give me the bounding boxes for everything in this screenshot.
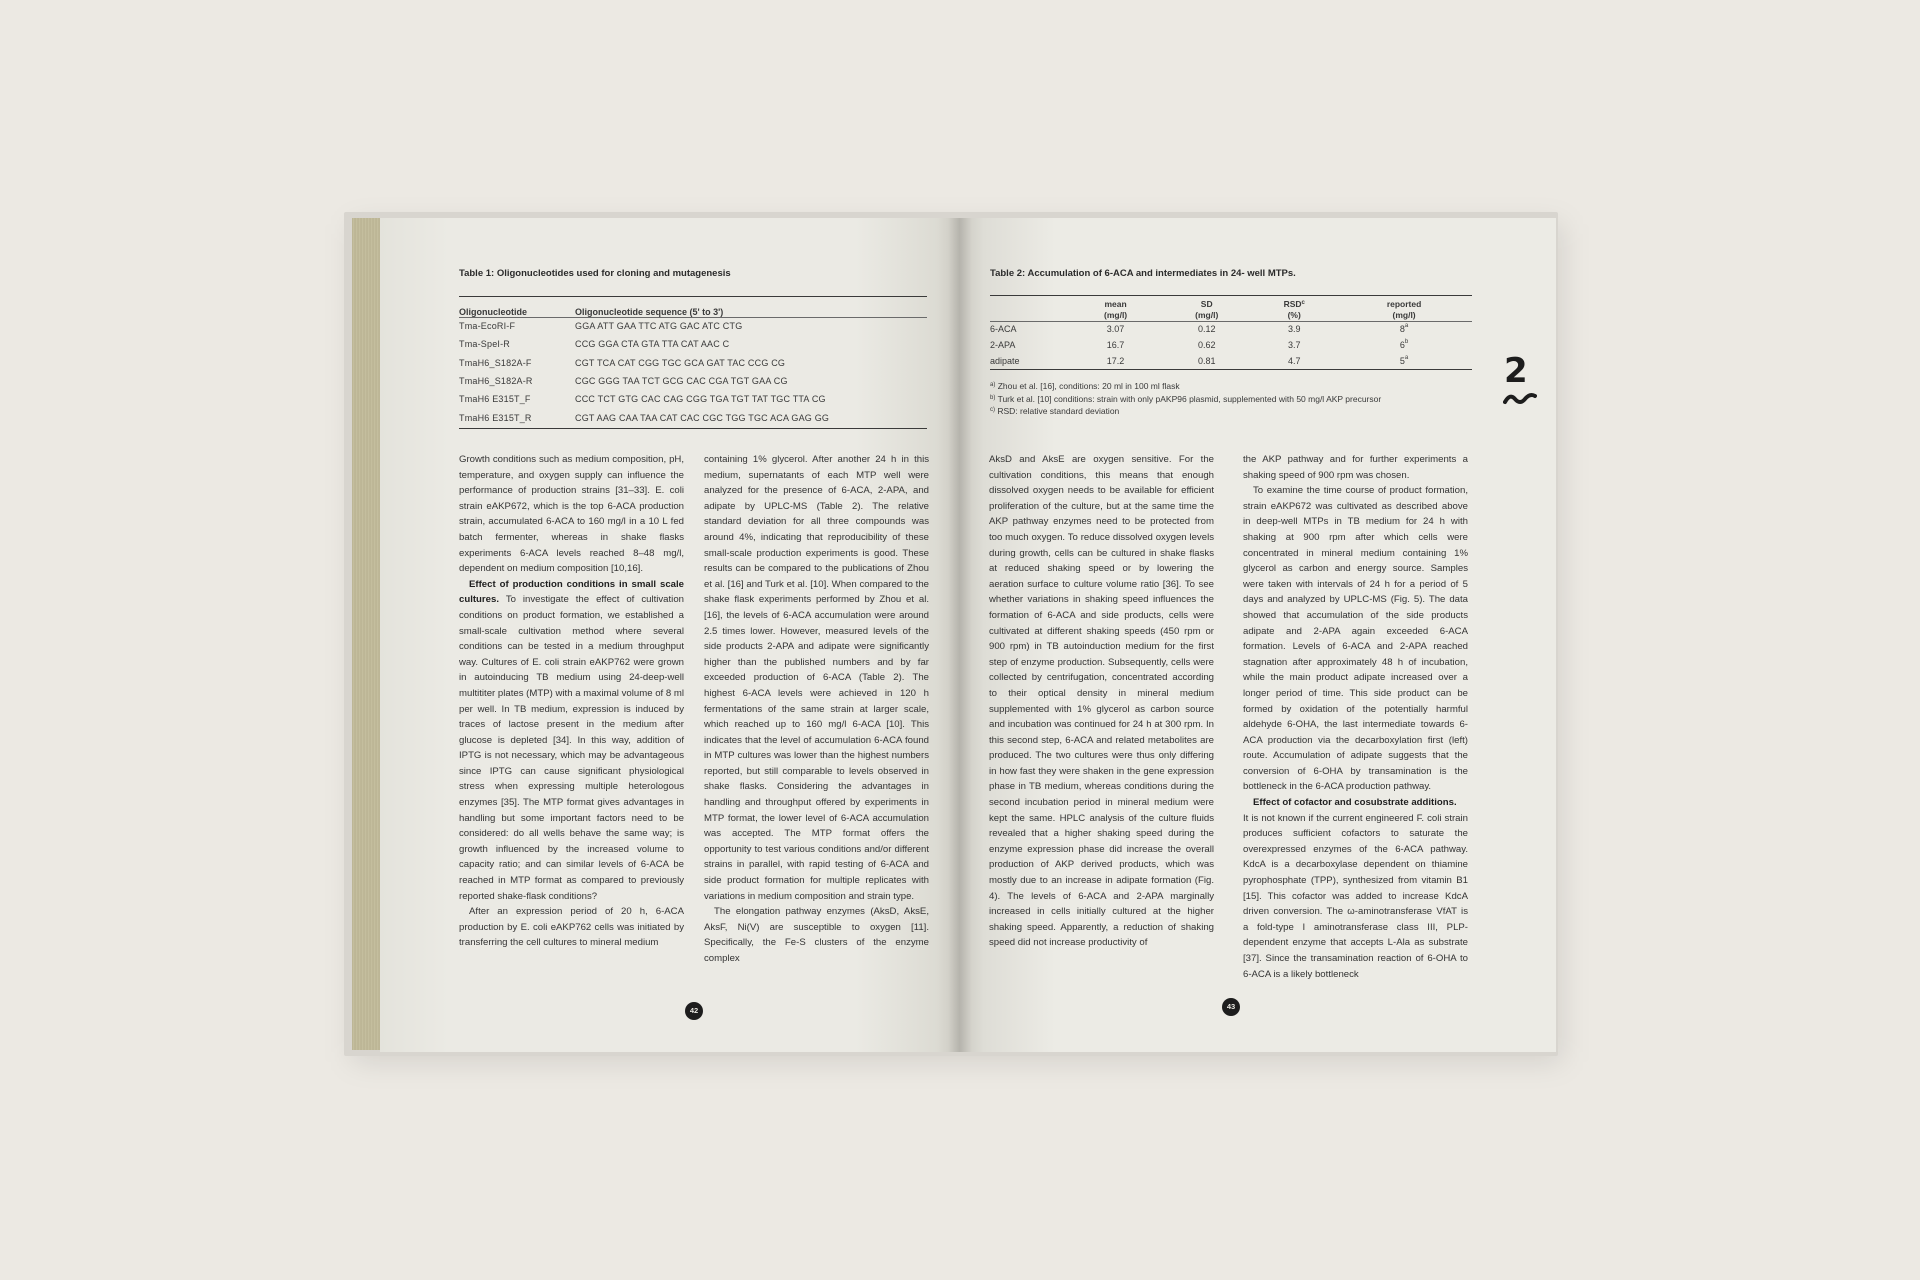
table2-footnote-mark: b	[1404, 339, 1409, 345]
paragraph: To examine the time course of product formation, strain eAKP672 was cultivated as described above in deep-well MTPs in TB medium for 24 h with shaking at 900 rpm after which cells were concentrated in mineral medium containing 1% glycerol as carbon and energy source. Samples were taken with intervals of 24 h for a period of 5 days and analyzed by UPLC-MS (Fig. 5). The data showed that accumulation of the side products adipate and 2-APA again exceeded 6-ACA formation. Levels of 6-ACA and 2-APA reached stagnation after approximately 48 h of incubation, while the main product adipate increased over a longer period of time. This side product can be formed by oxidation of the potentially harmful aldehyde 6-OHA, the last intermediate towards 6-ACA production via the decarboxylation first (left) route. Accumulation of adipate suggests that the conversion of 6-OHA by transamination is the bottleneck in the 6-ACA production pathway.	[1243, 485, 1468, 793]
table2-header-label: RSD	[1283, 299, 1302, 309]
table2-cell-reported	[1336, 321, 1472, 337]
table1-row	[459, 354, 927, 372]
oligonucleotide-sequence: GGA ATT GAA TTC ATG GAC ATC CTG	[575, 321, 743, 332]
table1-row	[459, 335, 927, 353]
table2-cell-rsd	[1252, 337, 1336, 353]
table1-row	[459, 372, 927, 390]
section-heading: Effect of production conditions in small scale cultures.	[459, 578, 684, 606]
table2-cell-name	[990, 337, 1070, 353]
table2-header-unit: (mg/l)	[1104, 310, 1128, 320]
left-page-column-1	[459, 452, 684, 951]
table1-row	[459, 317, 927, 335]
table2-header-cell	[1070, 295, 1161, 321]
table1-header-cell: Oligonucleotide sequence (5' to 3')	[575, 307, 724, 317]
table2-cell-mean	[1070, 337, 1161, 353]
table2-cell-rsd	[1252, 353, 1336, 369]
table2-cell-sd	[1161, 337, 1252, 353]
table2-cell-mean	[1070, 353, 1161, 369]
oligonucleotide-sequence: CGT AAG CAA TAA CAT CAC CGC TGG TGC ACA GAG GG	[575, 412, 830, 423]
table1-caption: Table 1: Oligonucleotides used for cloning and mutagenesis	[459, 268, 731, 279]
table1-row	[459, 408, 927, 426]
oligonucleotide-name: TmaH6 E315T_R	[459, 412, 532, 423]
table1-header-row	[459, 297, 927, 317]
table2-footnote	[990, 380, 1381, 393]
table2-header-unit: (mg/l)	[1195, 310, 1219, 320]
table2-header-label: SD	[1200, 299, 1213, 309]
paragraph: To investigate the effect of cultivation conditions on product formation, we established a small-scale cultivation method where several conditions can be tested in a medium throughput way. Cultures of E. coli strain eAKP762 were grown in autoinducing TB medium using 24-deep-well multititer plates (MTP) with a maximal volume of 8 ml per well. In TB medium, expression is induced by traces of lactose present in the medium after glucose is depleted [34]. In this way, addition of IPTG is not necessary, which may be advantageous since IPTG can cause significant physiological stress when expressing multiple heterologous enzymes [35]. The MTP format gives advantages in handling but some important factors need to be considered: do all wells behave the same way; is growth influenced by the increased volume to capacity ratio; and can similar levels of 6-ACA be reached in MTP format as compared to previously reported shake-flask conditions?	[459, 594, 684, 902]
oligonucleotide-name: TmaH6 E315T_F	[459, 394, 531, 405]
table2-value: 6-ACA	[990, 324, 1017, 334]
table2-cell-sd	[1161, 353, 1252, 369]
table2-value: 3.9	[1287, 324, 1301, 334]
table2-row	[990, 321, 1472, 337]
paragraph: AksD and AksE are oxygen sensitive. For the cultivation conditions, this means that enough dissolved oxygen needs to be available for efficient proliferation of the culture, but at the same time the AKP pathway enzymes need to be protected from too much oxygen. To reduce dissolved oxygen levels during growth, cells can be cultured in shake flasks at reduced shaking speed or by lowering the aeration surface to culture volume ratio [36]. To see whether variations in shaking speed influences the formation of 6-ACA and side products, cells were cultivated at different shaking speeds (450 rpm or 900 rpm) in TB autoinduction medium for the first step of enzyme production. Subsequently, cells were collected by centrifugation, concentrated according to their optical density in mineral medium supplemented with 1% glycerol as carbon source and incubation was continued for 24 h at 300 rpm. In this second step, 6-ACA and related metabolites are produced. The two cultures were thus only differing in how fast they were shaken in the gene expression phase in TB medium, whereas conditions during the second incubation period in mineral medium were kept the same. HPLC analysis of the culture fluids revealed that a higher shaking speed during the enzyme expression phase did increase the overall production of AKP derived products, which was mostly due to an increase in adipate formation (Fig. 4). The levels of 6-ACA and 2-APA marginally increased in cells initially cultured at the higher shaking speed. Apparently, a reduction of shaking speed did not increase productivity of	[989, 454, 1214, 949]
footnote-mark: c)	[990, 407, 995, 413]
paragraph: The elongation pathway enzymes (AksD, AksE, AksF, Ni(V) are susceptible to oxygen [11]. Specifically, the Fe-S clusters of the enzyme complex	[704, 906, 929, 964]
table1-header-cell: Oligonucleotide	[459, 307, 528, 317]
table2	[990, 295, 1472, 369]
table2-header-cell	[1161, 295, 1252, 321]
table2-cell-rsd	[1252, 321, 1336, 337]
table1-bottom-rule	[459, 428, 927, 429]
table2-footnote-mark: a	[1404, 323, 1409, 329]
oligonucleotide-name: TmaH6_S182A-R	[459, 376, 533, 387]
chapter-number: 2	[1504, 351, 1528, 391]
table2-cell-name	[990, 353, 1070, 369]
table2-header-cell	[1252, 295, 1336, 321]
table2-cell-reported	[1336, 353, 1472, 369]
right-page-column-1	[989, 452, 1214, 951]
table1-row	[459, 390, 927, 408]
table2-bottom-rule	[990, 369, 1472, 370]
table2-cell-reported	[1336, 337, 1472, 353]
table2-header-label: reported	[1386, 299, 1422, 309]
footnote-mark: b)	[990, 394, 996, 401]
paragraph: containing 1% glycerol. After another 24 h in this medium, supernatants of each MTP well were analyzed for the presence of 6-ACA, 2-APA, and adipate by UPLC-MS (Table 2). The relative standard deviation for all three compounds was around 4%, indicating that reproducibility of these small-scale production experiments is good. These results can be compared to the publications of Zhou et al. [16] and Turk et al. [10]. When compared to the shake flask experiments performed by Zhou et al. [16], the levels of 6-ACA accumulation were around 2.5 times lower. However, measured levels of the side products 2-APA and adipate were significantly higher than the published numbers and by far exceeded production of 6-ACA (Table 2). The highest 6-ACA levels were achieved in 120 h fermentations of the same strain at larger scale, which reached up to 160 mg/l 6-ACA [10]. This indicates that the level of accumulation 6-ACA found in MTP cultures was lower than the highest numbers reported, but still comparable to levels observed in shake flasks. Considering the advantages in handling and throughput offered by experiments in MTP format, the lower level of 6-ACA accumulation was accepted. The MTP format offers the opportunity to test various conditions and/or different strains in parallel, with rapid testing of 6-ACA and side product formation for multiple replicates with variations in medium composition and strain type.	[704, 454, 929, 902]
table2-footnote	[990, 393, 1381, 406]
table2-header-footnote-mark: c	[1301, 300, 1305, 306]
table2-header-rule	[990, 321, 1472, 322]
table2-value: 0.81	[1197, 356, 1216, 366]
right-page-column-2	[1243, 452, 1468, 982]
oligonucleotide-name: Tma-SpeI-R	[459, 339, 511, 350]
table2-value: 16.7	[1106, 340, 1125, 350]
section-heading: Effect of cofactor and cosubstrate additions.	[1253, 797, 1457, 809]
table2-value: 5	[1399, 356, 1405, 366]
chapter-wave-icon	[1503, 392, 1537, 406]
table2-cell-mean	[1070, 321, 1161, 337]
footnote-mark: a)	[990, 382, 996, 388]
paragraph: Growth conditions such as medium composition, pH, temperature, and oxygen supply can influence the performance of production strains [31–33]. E. coli strain eAKP672, which is the top 6-ACA production strain, accumulated 6-ACA to 160 mg/l in a 10 L fed batch fermenter, whereas in shake flasks experiments 6-ACA levels reached 8–48 mg/l, dependent on medium composition [10,16].	[459, 454, 684, 575]
paragraph: the AKP pathway and for further experiments a shaking speed of 900 rpm was chosen.	[1243, 454, 1468, 481]
table2-footnote-mark: a	[1404, 355, 1409, 361]
table2-caption: Table 2: Accumulation of 6-ACA and intermediates in 24- well MTPs.	[990, 268, 1296, 279]
table2-value: adipate	[990, 356, 1020, 366]
table2-value: 0.62	[1197, 340, 1216, 350]
page-edges	[352, 218, 382, 1050]
table2-header-cell	[1336, 295, 1472, 321]
table2-row	[990, 337, 1472, 353]
table2-header-cell	[990, 295, 1070, 321]
table2-value: 6	[1399, 340, 1405, 350]
footnote-text: Zhou et al. [16], conditions: 20 ml in 100 ml flask	[997, 381, 1180, 391]
table2-value: 17.2	[1106, 356, 1125, 366]
oligonucleotide-name: TmaH6_S182A-F	[459, 357, 532, 368]
paragraph: It is not known if the current engineered F. coli strain produces sufficient cofactors to saturate the overexpressed enzymes of the 6-ACA pathway. KdcA is a decarboxylase dependent on thiamine pyrophosphate (TPP), synthesized from vitamin B1 [15]. This cofactor was added to increase KdcA driven conversion. The ω-aminotransferase VfAT is a fold-type I aminotransferase class III, PLP-dependent enzyme that accepts L-Ala as substrate [37]. Since the transamination reaction of 6-OHA to 6-ACA is a likely bottleneck	[1243, 812, 1468, 980]
table2-header-unit: (mg/l)	[1392, 310, 1416, 320]
table2-value: 2-APA	[990, 340, 1016, 350]
table2-footnotes	[990, 380, 1381, 418]
table2-header-unit: (%)	[1287, 310, 1301, 320]
table2-header-row	[990, 295, 1472, 321]
table2-cell-sd	[1161, 321, 1252, 337]
table2-value: 4.7	[1287, 356, 1301, 366]
table2-value: 0.12	[1197, 324, 1216, 334]
paragraph: After an expression period of 20 h, 6-ACA production by E. coli eAKP762 cells was initiated by transferring the cell cultures to mineral medium	[459, 906, 684, 949]
left-page-column-2	[704, 452, 929, 967]
oligonucleotide-sequence: CGC GGG TAA TCT GCG CAC CGA TGT GAA CG	[575, 376, 788, 387]
oligonucleotide-sequence: CGT TCA CAT CGG TGC GCA GAT TAC CCG CG	[575, 357, 786, 368]
oligonucleotide-sequence: CCG GGA CTA GTA TTA CAT AAC C	[575, 339, 730, 350]
table2-value: 3.07	[1106, 324, 1125, 334]
page-number-left: 42	[685, 1002, 703, 1020]
footnote-text: RSD: relative standard deviation	[997, 406, 1120, 416]
table2-cell-name	[990, 321, 1070, 337]
oligonucleotide-sequence: CCC TCT GTG CAC CAG CGG TGA TGT TAT TGC TTA CG	[575, 394, 826, 405]
table2-value: 8	[1399, 324, 1405, 334]
table2-header-label: mean	[1104, 299, 1127, 309]
book-gutter	[948, 218, 972, 1052]
table2-row	[990, 353, 1472, 369]
page-number-right: 43	[1222, 998, 1240, 1016]
footnote-text: Turk et al. [10] conditions: strain with only pAKP96 plasmid, supplemented with 50 mg/l AKP precursor	[997, 393, 1382, 404]
oligonucleotide-name: Tma-EcoRI-F	[459, 321, 516, 332]
table2-value: 3.7	[1287, 340, 1301, 350]
table2-footnote	[990, 405, 1381, 418]
table1-header-rule	[459, 317, 927, 318]
